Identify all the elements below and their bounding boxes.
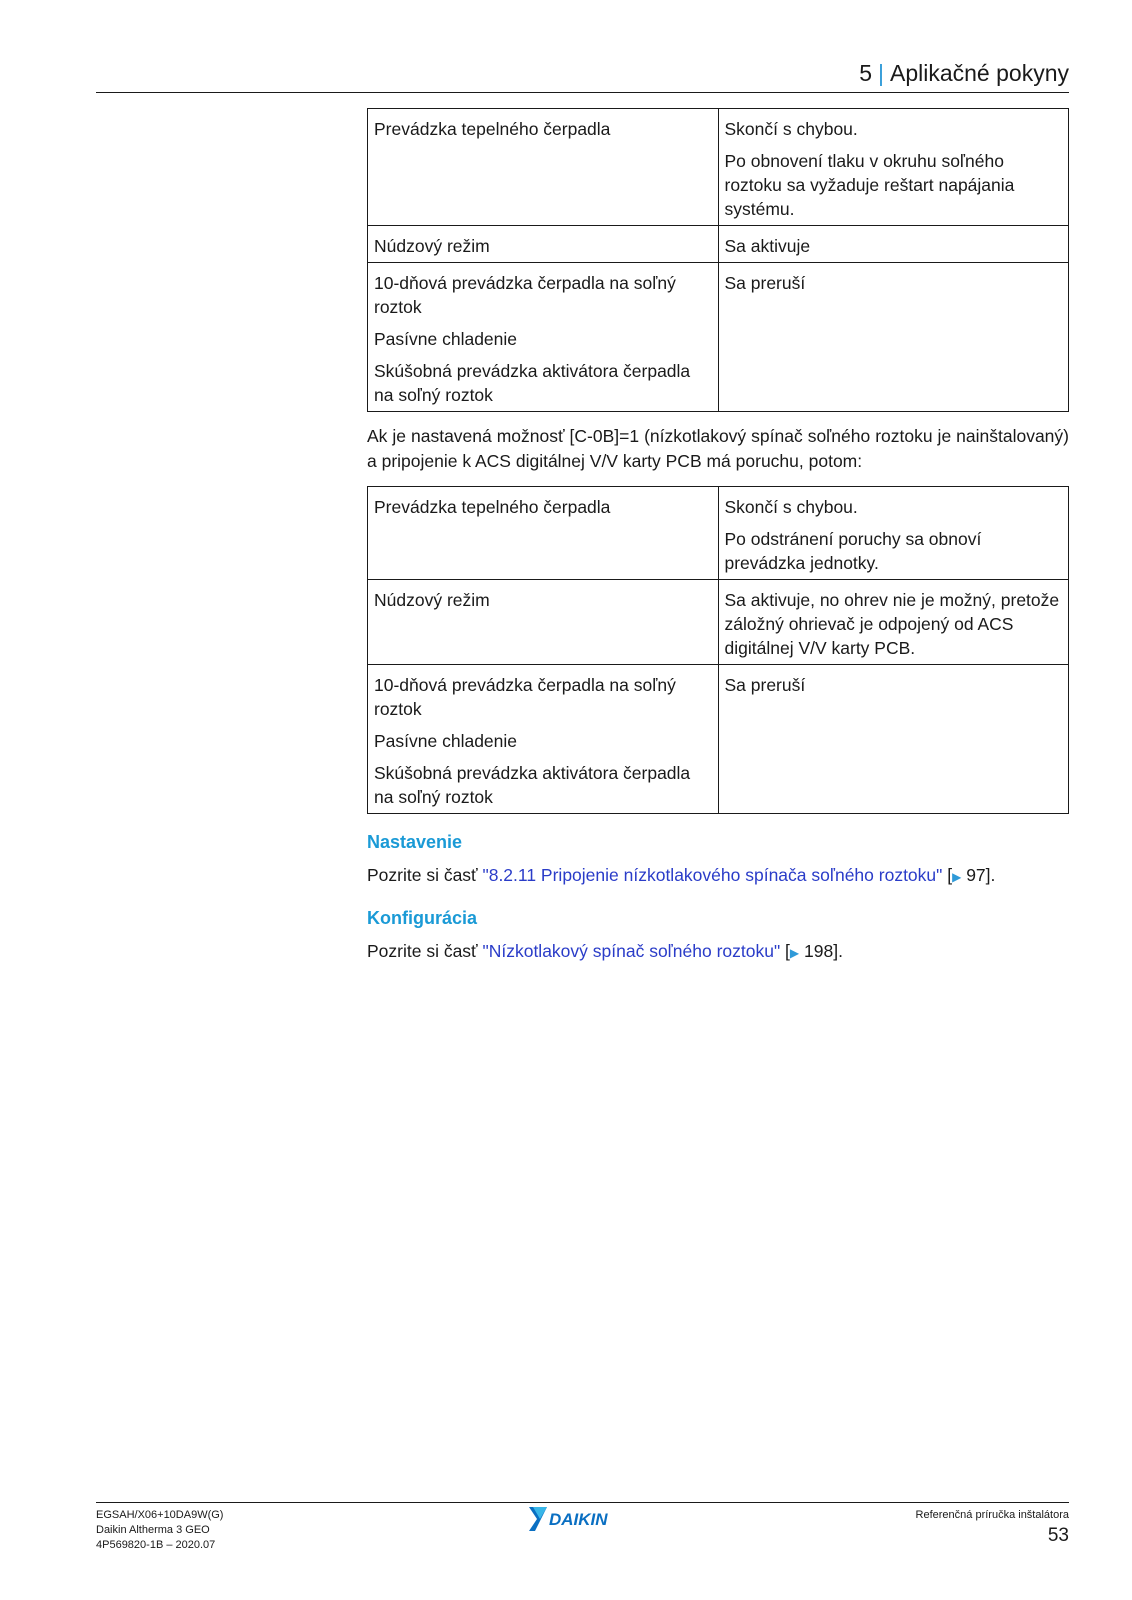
table-cell <box>368 263 719 412</box>
table-cell <box>718 109 1069 226</box>
page-number: 53 <box>1047 1525 1069 1546</box>
cell-text: Skúšobná prevádzka aktivátora čerpadla na soľný roztok <box>374 361 691 405</box>
logo-text: DAIKIN <box>549 1510 608 1529</box>
table-row <box>368 263 1069 412</box>
header-separator: | <box>878 60 884 86</box>
behavior-table-1 <box>367 108 1069 412</box>
table-cell <box>718 665 1069 814</box>
cell-text: Skúšobná prevádzka aktivátora čerpadla na soľný roztok <box>374 763 691 807</box>
cell-text: Sa aktivuje, no ohrev nie je možný, pretože záložný ohrievač je odpojený od ACS digitálnej V/V karty PCB. <box>724 590 1060 658</box>
intro-paragraph: Ak je nastavená možnosť [C-0B]=1 (nízkotlakový spínač soľného roztoku je nainštalovaný) a pripojenie k ACS digitálnej V/V karty PCB má poruchu, potom: <box>367 426 1069 471</box>
table-row <box>368 487 1069 580</box>
setup-heading: Nastavenie <box>367 832 463 852</box>
cell-text: Núdzový režim <box>374 590 490 610</box>
daikin-logo <box>529 1507 637 1531</box>
bracket-close: ]. <box>833 941 843 961</box>
product-name: Daikin Altherma 3 GEO <box>96 1524 210 1536</box>
page-content <box>367 108 1069 966</box>
table-cell <box>368 109 719 226</box>
behavior-table-2 <box>367 486 1069 814</box>
cell-text: Núdzový režim <box>374 236 490 256</box>
cell-text: Pasívne chladenie <box>374 329 518 349</box>
document-code: 4P569820-1B – 2020.07 <box>96 1539 216 1551</box>
setup-reference <box>367 863 1069 890</box>
cell-text: Po odstránení poruchy sa obnoví prevádzka jednotky. <box>724 529 982 573</box>
table-row <box>368 226 1069 263</box>
chapter-title: Aplikačné pokyny <box>890 60 1069 86</box>
table-cell <box>368 665 719 814</box>
setup-link[interactable]: "8.2.11 Pripojenie nízkotlakového spínača soľného roztoku" <box>482 865 943 885</box>
table-cell <box>368 487 719 580</box>
chapter-number: 5 <box>859 60 873 86</box>
table-row <box>368 665 1069 814</box>
configuration-reference <box>367 939 1069 966</box>
page-reference[interactable]: 198 <box>799 941 834 961</box>
cell-text: Sa aktivuje <box>724 236 811 256</box>
bracket-close: ]. <box>985 865 996 885</box>
page-arrow-icon[interactable]: ▶ <box>952 870 962 884</box>
bracket-open: [ <box>942 865 953 885</box>
manual-title: Referenčná príručka inštalátora <box>915 1509 1069 1521</box>
table-row <box>368 109 1069 226</box>
cell-text: 10-dňová prevádzka čerpadla na soľný roztok <box>374 273 676 317</box>
cell-text: Po obnovení tlaku v okruhu soľného roztoku sa vyžaduje reštart napájania systému. <box>724 151 1015 219</box>
page-footer <box>96 1502 1069 1563</box>
table-cell <box>718 487 1069 580</box>
cell-text: Skončí s chybou. <box>724 497 858 517</box>
cell-text: Pasívne chladenie <box>374 731 518 751</box>
table-cell <box>718 580 1069 665</box>
model-code: EGSAH/X06+10DA9W(G) <box>96 1509 224 1521</box>
page-header <box>96 58 1069 93</box>
reference-prefix: Pozrite si časť <box>367 941 483 961</box>
bracket-open: [ <box>780 941 790 961</box>
page-arrow-icon[interactable]: ▶ <box>789 946 800 960</box>
cell-text: Prevádzka tepelného čerpadla <box>374 497 611 517</box>
footer-manual-info <box>916 1508 1069 1549</box>
cell-text: Prevádzka tepelného čerpadla <box>374 119 611 139</box>
cell-text: 10-dňová prevádzka čerpadla na soľný roztok <box>374 675 676 719</box>
configuration-link[interactable]: "Nízkotlakový spínač soľného roztoku" <box>482 941 781 961</box>
footer-doc-info <box>96 1508 223 1553</box>
cell-text: Sa preruší <box>724 675 806 695</box>
reference-prefix: Pozrite si časť <box>367 865 483 885</box>
table-cell <box>718 263 1069 412</box>
table-cell <box>368 580 719 665</box>
cell-text: Skončí s chybou. <box>724 119 858 139</box>
configuration-heading: Konfigurácia <box>367 908 478 928</box>
table-row <box>368 580 1069 665</box>
page-reference[interactable]: 97 <box>961 865 986 885</box>
cell-text: Sa preruší <box>724 273 806 293</box>
table-cell <box>718 226 1069 263</box>
table-cell <box>368 226 719 263</box>
